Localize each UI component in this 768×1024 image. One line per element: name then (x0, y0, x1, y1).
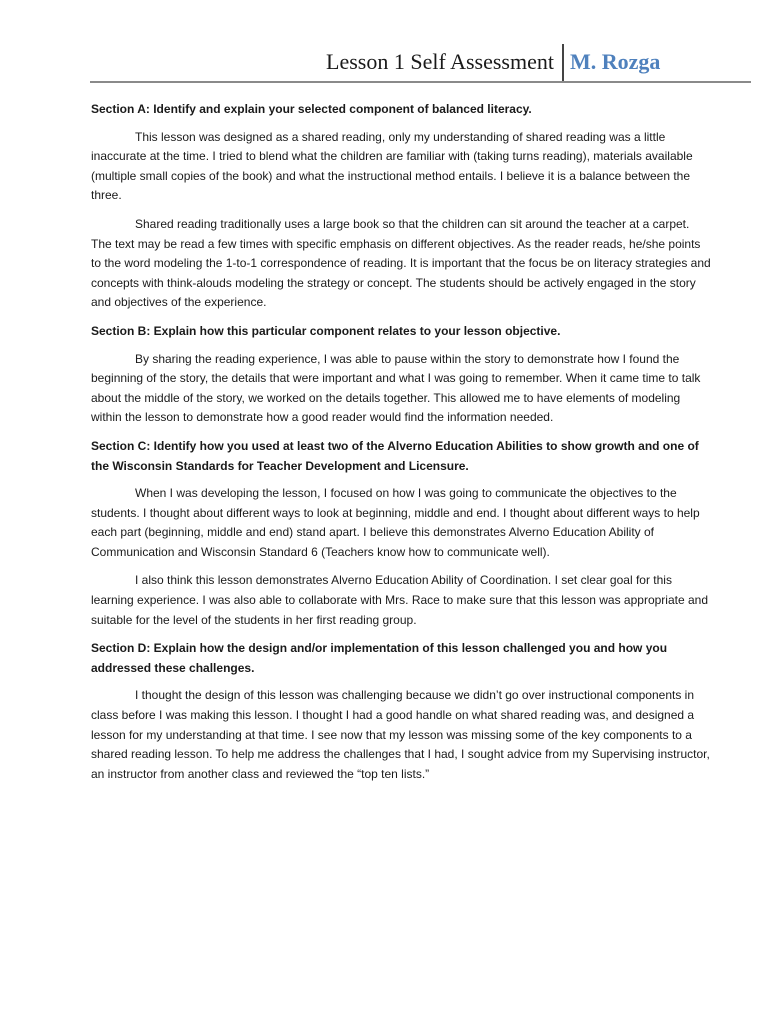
section-b (91, 322, 711, 428)
paragraph: I also think this lesson demonstrates Alverno Education Ability of Coordination. I set clear goal for this learning experience. I was also able to collaborate with Mrs. Race to make sure that this lesson was appropriate and suitable for the level of the students in her first reading group. (91, 573, 708, 627)
document-body (91, 100, 711, 793)
paragraph: By sharing the reading experience, I was able to pause within the story to demonstrate how I found the beginning of the story, the details that were important and what I was going to remember. When it came time to talk about the middle of the story, we worked on the details together. This allowed me to have elements of modeling within the lesson to demonstrate how a good reader would find the information needed. (91, 351, 701, 425)
header-divider (562, 44, 564, 82)
paragraph: When I was developing the lesson, I focused on how I was going to communicate the objectives to the students. I thought about different ways to look at beginning, middle and end. I thought about different ways to help each part (beginning, middle and end) stand apart. I believe this demonstrates Alverno Education Ability of Communication and Wisconsin Standard 6 (Teachers know how to communicate well). (91, 486, 700, 559)
paragraph: I thought the design of this lesson was challenging because we didn’t go over instructional components in class before I was making this lesson. I thought I had a good handle on what shared reading was, and designed a lesson for my understanding at that time. I see now that my lesson was missing some of the key components to a shared reading lesson. To help me address the challenges that I had, I sought advice from my Supervising instructor, an instructor from another class and reviewed the “top ten lists.” (91, 688, 710, 781)
section-heading: Section D: Explain how the design and/or implementation of this lesson challenged you and how you addressed these challenges. (91, 641, 668, 675)
paragraph: This lesson was designed as a shared reading, only my understanding of shared reading was a little inaccurate at the time. I tried to blend what the children are familiar with (taking turns reading), materials available (multiple small copies of the book) and what the instructional method entails. I believe it is a balance between the three. (91, 129, 693, 203)
section-heading: Section C: Identify how you used at least two of the Alverno Education Abilities to show growth and one of the Wisconsin Standards for Teacher Development and Licensure. (91, 438, 699, 473)
header-rule (90, 81, 751, 83)
document-title: Lesson 1 Self Assessment (326, 49, 554, 74)
section-c (91, 437, 711, 630)
section-heading: Section A: Identify and explain your selected component of balanced literacy. (91, 102, 532, 116)
section-heading: Section B: Explain how this particular component relates to your lesson objective. (91, 323, 561, 338)
section-d (91, 639, 711, 784)
page-header (0, 0, 768, 84)
paragraph: Shared reading traditionally uses a large book so that the children can sit around the teacher at a carpet. The text may be read a few times with specific emphasis on different objectives. As the reader reads, he/she points to the word modeling the 1-to-1 correspondence of reading. It is important that the focus be on literacy strategies and concepts with think-alouds modeling the strategy or concept. The students should be actively engaged in the story and objectives of the experience. (91, 216, 711, 310)
section-a (91, 100, 711, 313)
author-name: M. Rozga (570, 49, 661, 74)
